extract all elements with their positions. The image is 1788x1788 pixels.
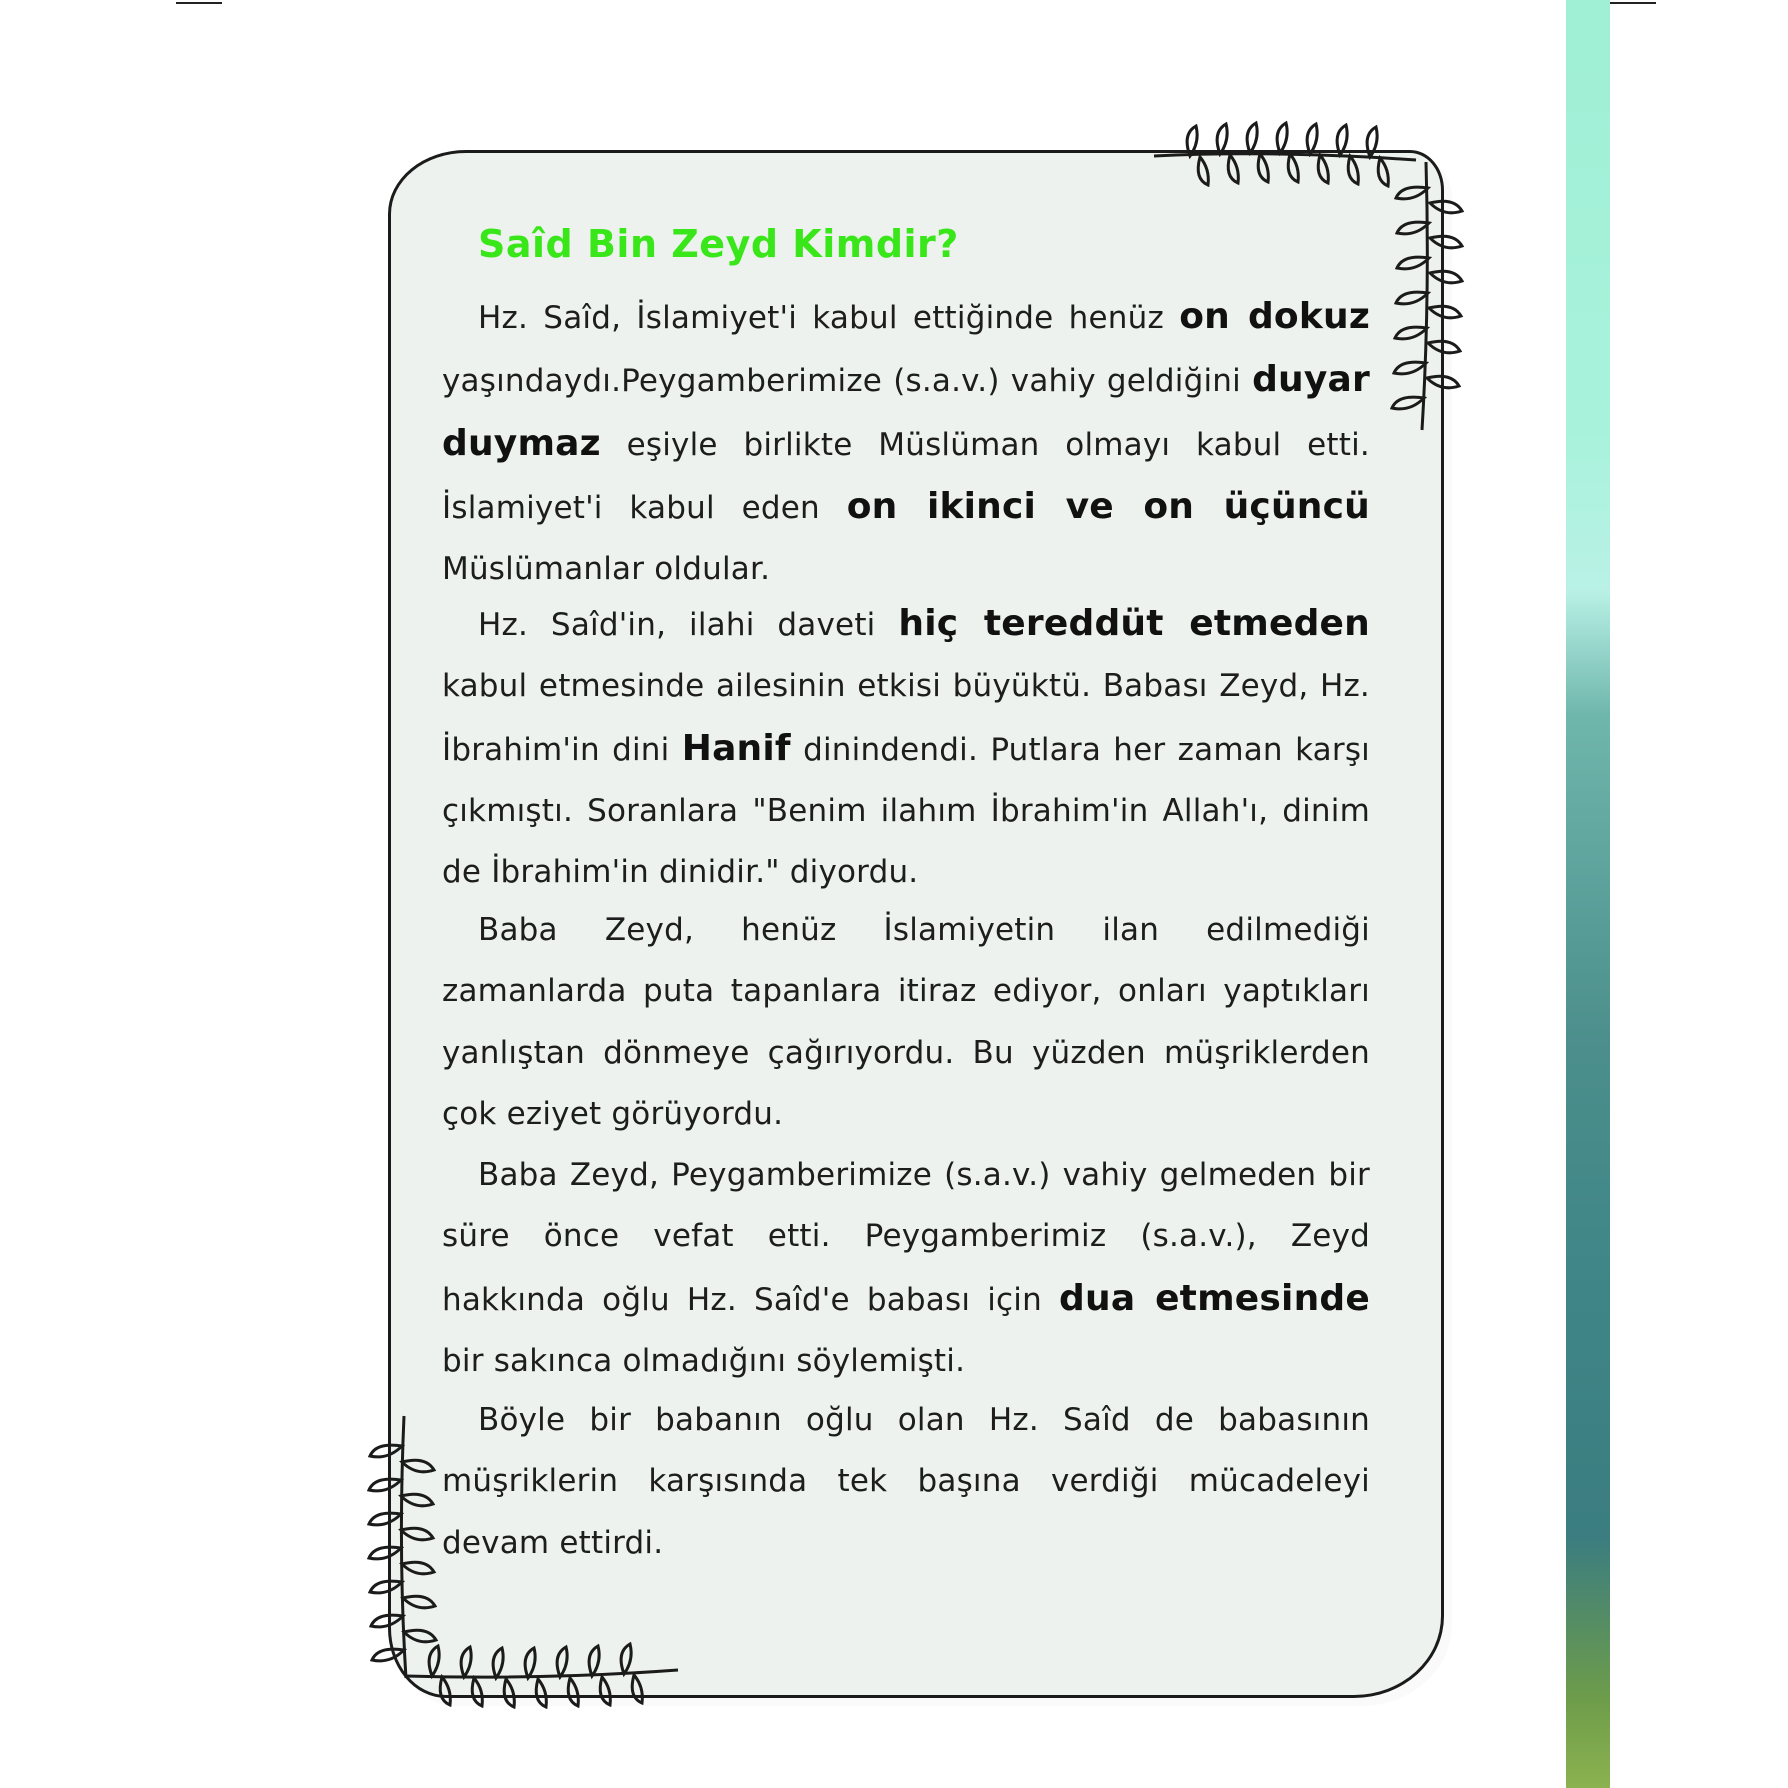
leaf-branch-icon bbox=[1386, 158, 1476, 434]
paragraph-text: bir sakınca olmadığını söylemişti. bbox=[442, 1342, 966, 1379]
paragraph-text: Müslümanlar oldular. bbox=[442, 551, 771, 588]
illustration-edge-strip bbox=[1566, 0, 1610, 1788]
paragraph-4 bbox=[442, 1145, 1370, 1392]
emphasis-text: duyar duymaz bbox=[442, 359, 1370, 464]
emphasis-text: on ikinci ve on üçüncü bbox=[846, 485, 1370, 527]
paragraph-text: Baba Zeyd, henüz İslamiyetin ilan edilmediği zamanlarda puta tapanlara itiraz ediyor, onları yaptıkları yanlıştan dönmeye çağırıyordu. Bu yüzden müşriklerden çok eziyet görüyordu. bbox=[442, 912, 1370, 1132]
paragraph-text: Baba Zeyd, Peygamberimize (s.a.v.) vahiy gelmeden bir süre önce vefat etti. Peygamberimiz (s.a.v.), Zeyd hakkında oğlu Hz. Saîd'e babası için bbox=[442, 1157, 1370, 1318]
paragraph-text: dinindendi. Putlara her zaman karşı çıkmıştı. Soranlara "Benim ilahım İbrahim'in Allah'ı, dinim de İbrahim'in dinidir." diyordu. bbox=[442, 731, 1370, 891]
paragraph-text: Hz. Saîd'in, ilahi daveti bbox=[478, 607, 899, 643]
paragraph-text: yaşındaydı.Peygamberimize (s.a.v.) vahiy geldiğini bbox=[442, 363, 1253, 400]
paragraph-text: Böyle bir babanın oğlu olan Hz. Saîd de babasının müşriklerin karşısında tek başına verdiği mücadeleyi devam ettirdi. bbox=[442, 1402, 1370, 1561]
paragraph-text: eşiyle birlikte Müslüman olmayı kabul etti. İslamiyet'i kabul eden bbox=[442, 426, 1370, 526]
emphasis-text: hiç tereddüt etmeden bbox=[898, 603, 1370, 644]
crop-mark-left bbox=[176, 2, 222, 4]
page-title: Saîd Bin Zeyd Kimdir? bbox=[478, 222, 959, 266]
paragraph-2 bbox=[442, 593, 1370, 903]
emphasis-text: on dokuz bbox=[1179, 296, 1370, 337]
leaf-branch-icon bbox=[1150, 112, 1420, 192]
paragraph-text: kabul etmesinde ailesinin etkisi büyüktü. Babası Zeyd, Hz. İbrahim'in dini bbox=[442, 668, 1370, 768]
paragraph-5 bbox=[442, 1390, 1370, 1574]
leaf-branch-icon bbox=[402, 1640, 682, 1720]
crop-mark-right bbox=[1610, 2, 1656, 4]
emphasis-text: Hanif bbox=[681, 727, 791, 769]
paragraph-3 bbox=[442, 900, 1370, 1145]
paragraph-1 bbox=[442, 286, 1370, 600]
paragraph-text: Hz. Saîd, İslamiyet'i kabul ettiğinde henüz bbox=[478, 300, 1180, 336]
emphasis-text: dua etmesinde bbox=[1059, 1277, 1371, 1319]
